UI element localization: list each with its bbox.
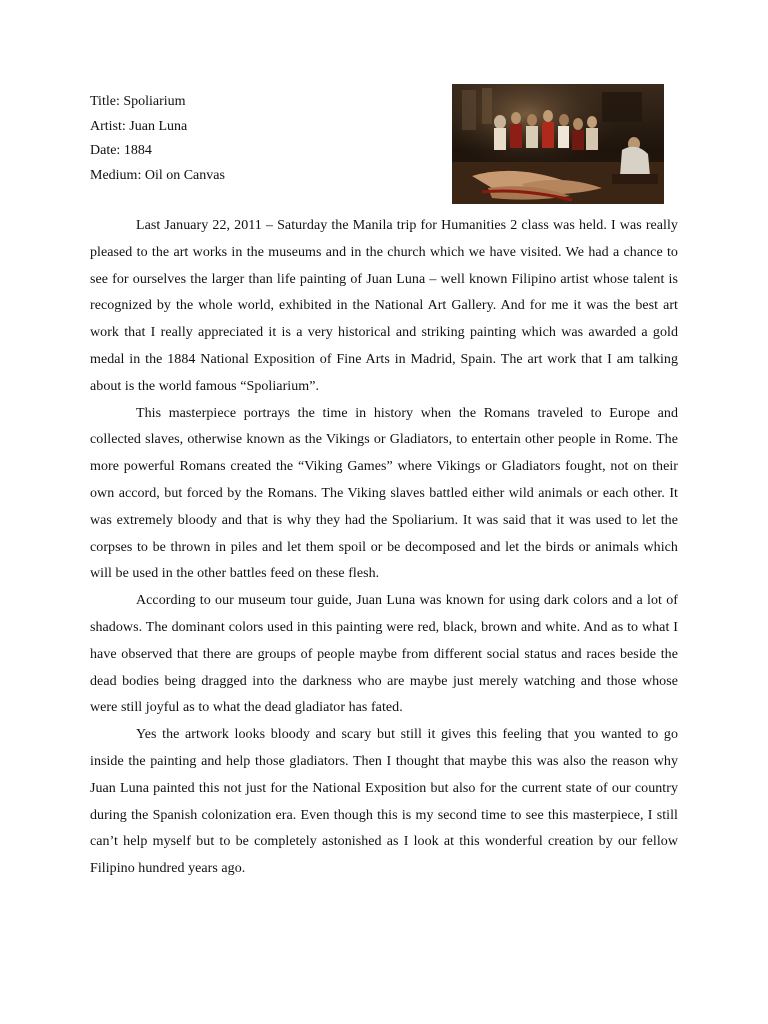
paragraph-4: Yes the artwork looks bloody and scary but still it gives this feeling that you wanted to go inside the painting and help those gladiators. Then I thought that maybe this was also the reason why Juan Luna painted this not just for the National Exposition but also for the current state of our country during the Spanish colonization era. Even though this is my second time to see this masterpiece, I still can’t help myself but to be completely astonished as I look at this wonderful creation by our fellow Filipino hundred years ago. <box>90 727 678 877</box>
painting-image <box>452 84 664 204</box>
artwork-title-line: Title: Spoliarium <box>90 94 186 109</box>
spoliarium-painting-icon <box>452 84 664 204</box>
paragraph-2: This masterpiece portrays the time in history when the Romans traveled to Europe and collected slaves, otherwise known as the Vikings or Gladiators, to entertain other people in Rome. The more powerful Romans created the “Viking Games” where Vikings or Gladiators fought, not on their own accord, but forced by the Romans. The Viking slaves battled either wild animals or each other. It was extremely bloody and that is why they had the Spoliarium. It was said that it was used to let the corpses to be thrown in piles and let them spoil or be decomposed and let the birds or animals which will be used in the other battles feed on these flesh. <box>90 405 678 582</box>
paragraph-3: According to our museum tour guide, Juan Luna was known for using dark colors and a lot of shadows. The dominant colors used in this painting were red, black, brown and white. And as to what I have observed that there are groups of people maybe from different social status and races beside the dead bodies being dragged into the darkness who are maybe just merely watching and those whose were still joyful as to what the dead gladiator has fated. <box>90 593 678 716</box>
artwork-date-line: Date: 1884 <box>90 143 152 158</box>
paragraph-1: Last January 22, 2011 – Saturday the Manila trip for Humanities 2 class was held. I was really pleased to the art works in the museums and in the church which we have visited. We had a chance to see for ourselves the larger than life painting of Juan Luna – well known Filipino artist whose talent is recognized by the whole world, exhibited in the National Art Gallery. And for me it was the best art work that I really appreciated it is a very historical and striking painting which was awarded a gold medal in the 1884 National Exposition of Fine Arts in Madrid, Spain. The art work that I am talking about is the world famous “Spoliarium”. <box>90 218 678 394</box>
artwork-medium-line: Medium: Oil on Canvas <box>90 167 225 183</box>
artwork-artist-line: Artist: Juan Luna <box>90 118 188 134</box>
essay-body <box>90 213 678 883</box>
artwork-metadata <box>90 90 430 188</box>
